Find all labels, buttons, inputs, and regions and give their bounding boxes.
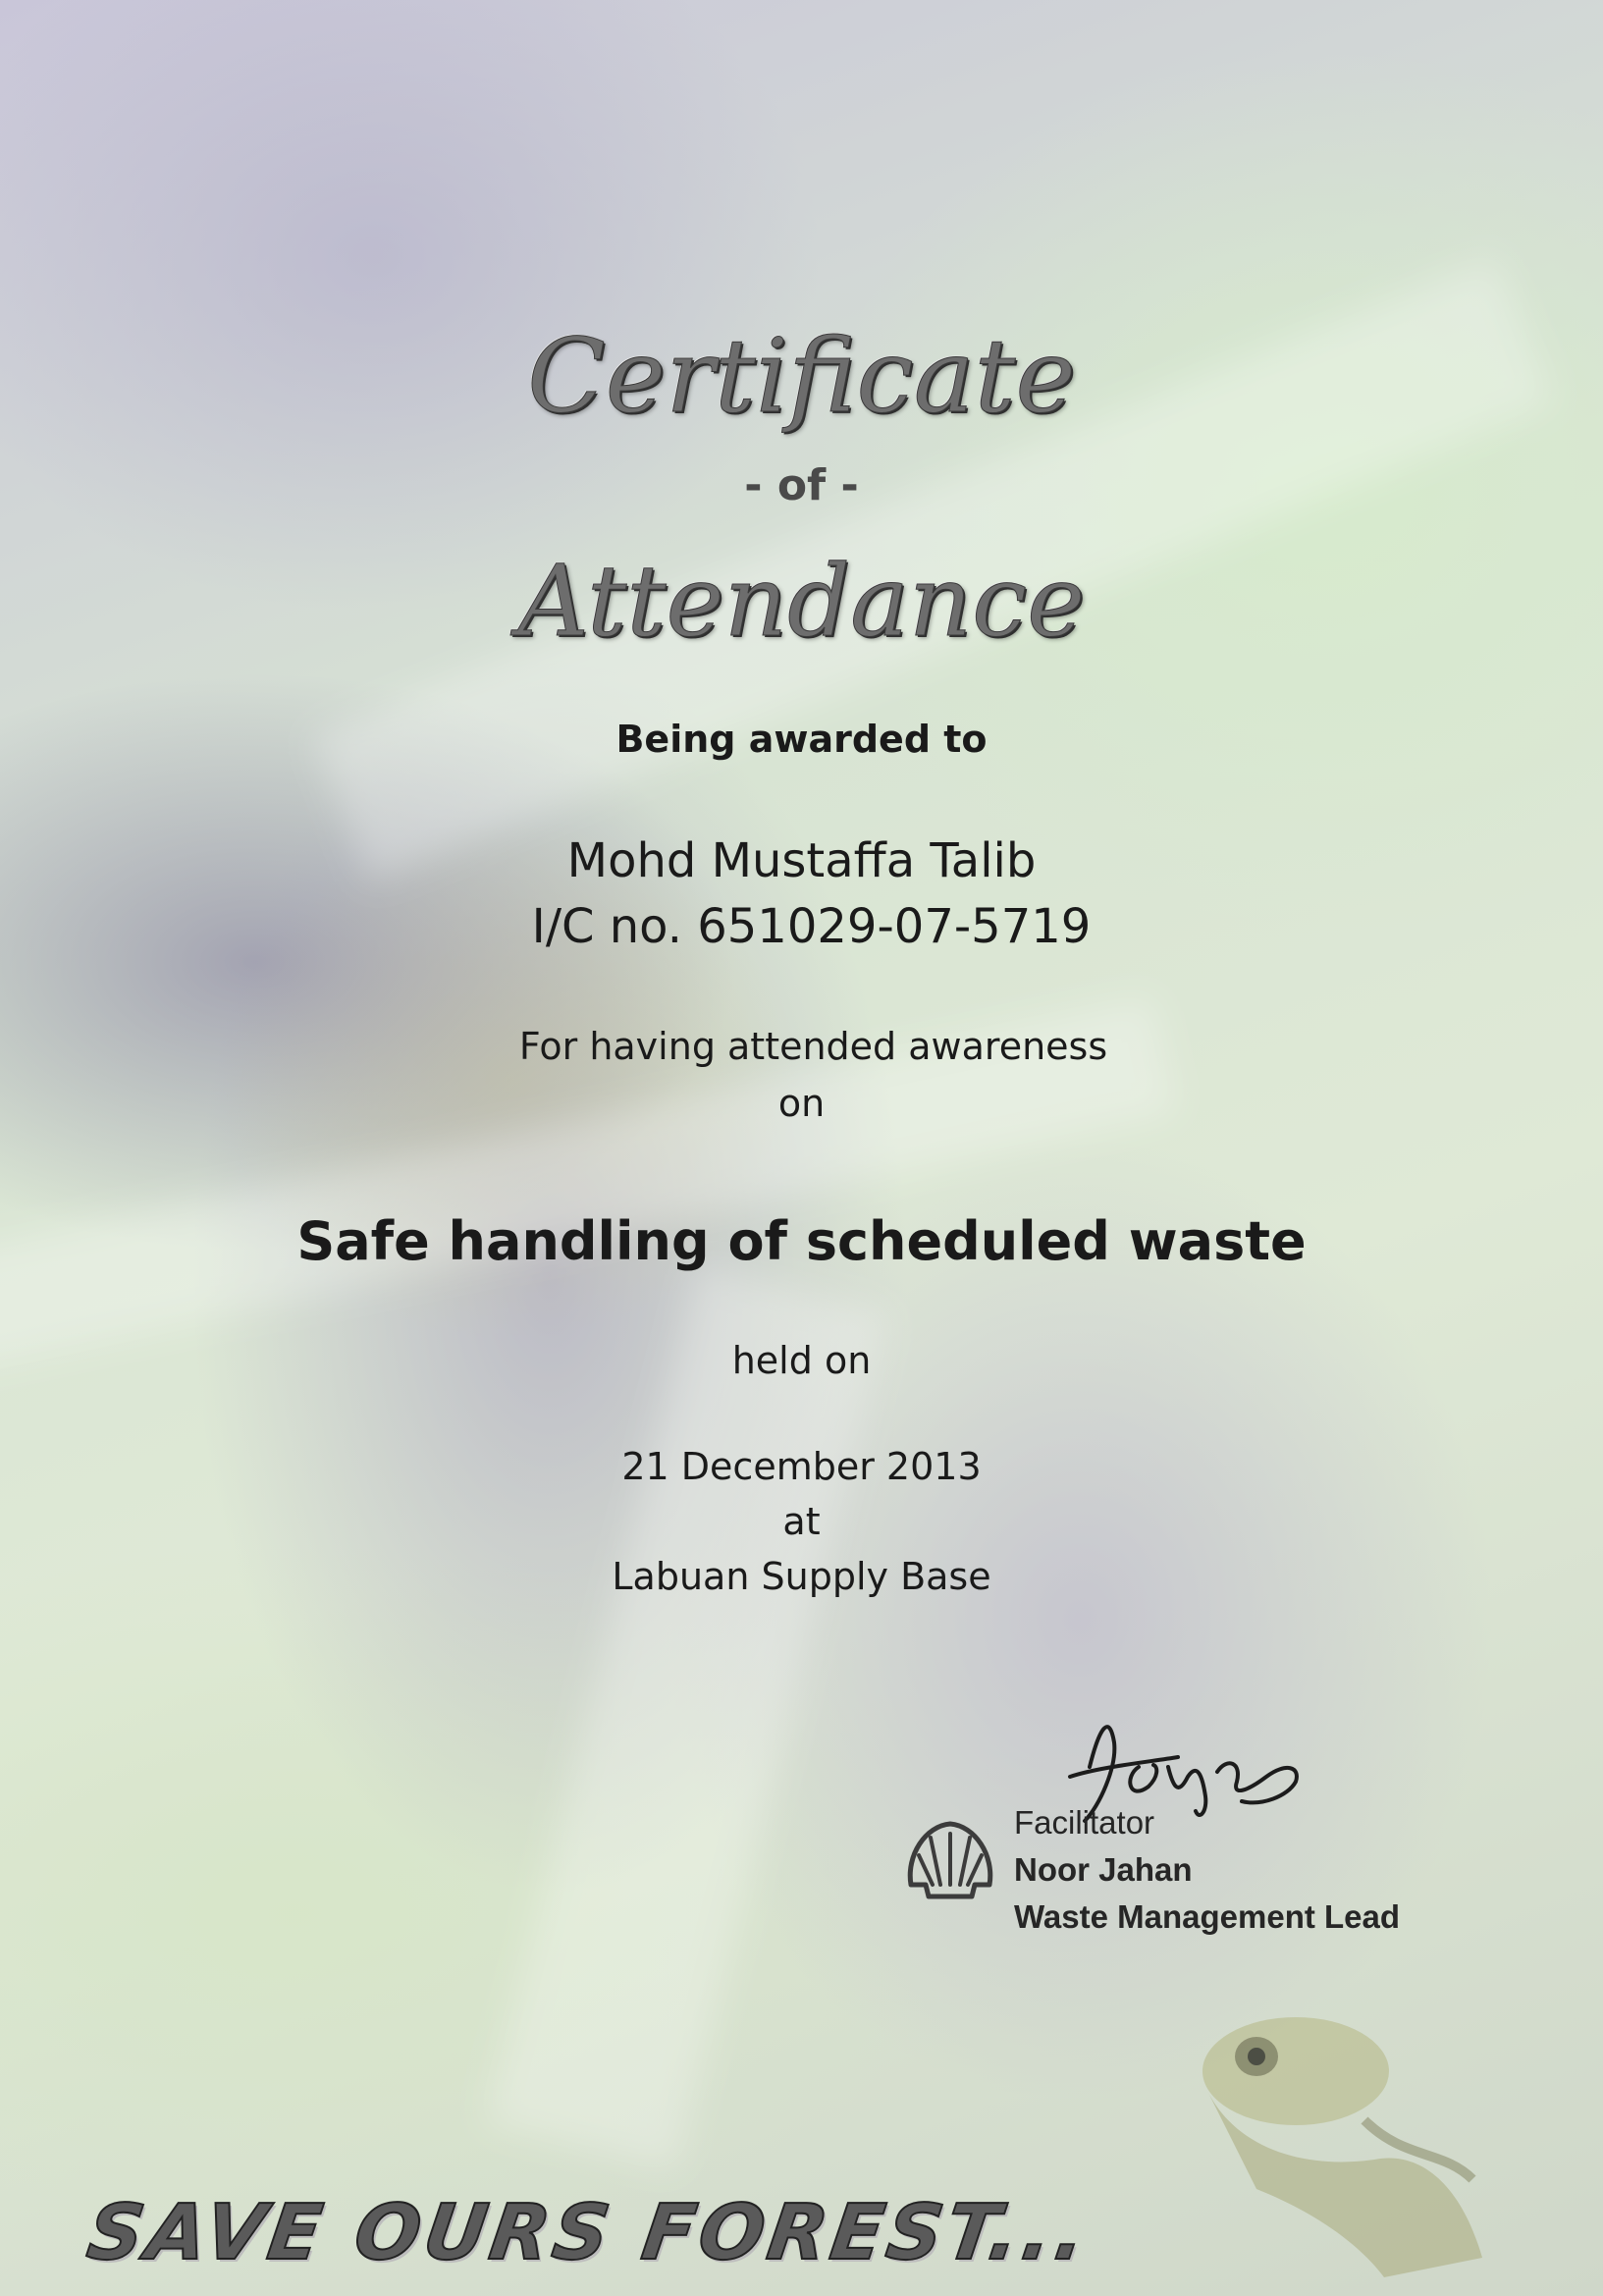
purpose-line-1: For having attended awareness (518, 1025, 1108, 1068)
frog-illustration (1149, 1963, 1502, 2287)
shell-logo-icon (901, 1816, 999, 1904)
certificate-title: Certificate (527, 316, 1076, 436)
signatory-role: Facilitator (1014, 1804, 1155, 1841)
course-title: Safe handling of scheduled waste (296, 1210, 1307, 1272)
signatory-title: Waste Management Lead (1014, 1898, 1401, 1935)
background-light-streak (485, 1265, 889, 2170)
at-label: at (782, 1500, 821, 1543)
certificate-title-attendance: Attendance (517, 544, 1086, 659)
event-venue: Labuan Supply Base (612, 1555, 991, 1598)
signatory-name: Noor Jahan (1014, 1851, 1193, 1888)
held-on-label: held on (731, 1339, 872, 1382)
event-date: 21 December 2013 (621, 1445, 982, 1488)
signatory-block (1014, 1799, 1400, 1941)
recipient-name: Mohd Mustaffa Talib (566, 833, 1037, 888)
purpose-line-2: on (777, 1082, 826, 1125)
recipient-ic-number: I/C no. 651029-07-5719 (531, 899, 1092, 954)
awarded-label: Being awarded to (615, 718, 988, 761)
certificate-title-of: - of - (744, 460, 859, 510)
footer-slogan: SAVE OURS FOREST... (81, 2189, 1095, 2277)
